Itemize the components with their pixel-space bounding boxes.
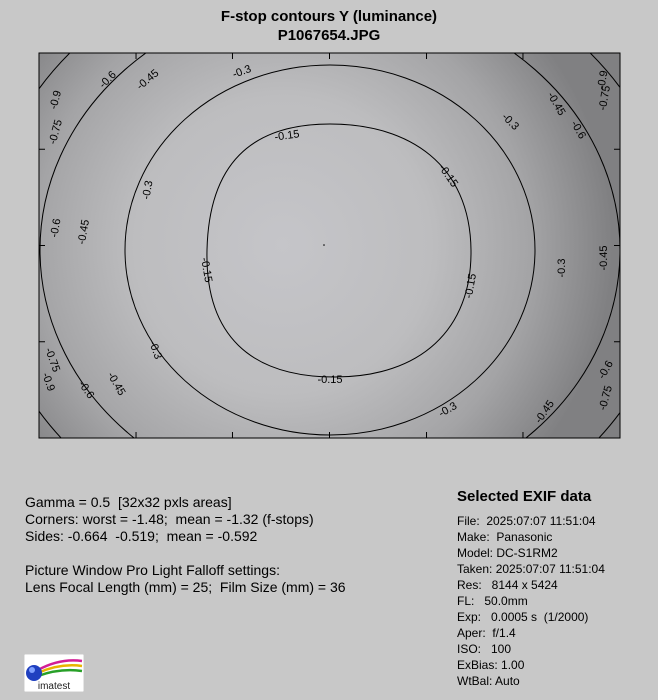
contour-label: -0.6: [568, 118, 589, 142]
exif-make: Make: Panasonic: [457, 530, 553, 544]
exif-exp: Exp: 0.0005 s (1/2000): [457, 610, 589, 624]
contour-label: -0.75: [596, 384, 615, 412]
contour-label: -0.45: [597, 245, 610, 271]
contour-label: -0.75: [42, 346, 63, 374]
contour-label: -0.3: [146, 339, 164, 361]
contour-label: -0.15: [198, 256, 215, 284]
contour-label: -0.45: [532, 398, 558, 426]
exif-model: Model: DC-S1RM2: [457, 546, 558, 560]
exif-taken: Taken: 2025:07:07 11:51:04: [457, 562, 605, 576]
exif-wtbal: WtBal: Auto: [457, 674, 520, 688]
logo-text: imatest: [37, 681, 71, 692]
contour-label: -0.45: [544, 90, 568, 118]
contour-label: -0.45: [75, 218, 92, 246]
contour-label: -0.45: [104, 370, 128, 398]
contour-label: -0.15: [273, 128, 301, 144]
contour-label: -0.9: [595, 69, 611, 91]
corners-text: Corners: worst = -1.48; mean = -1.32 (f-stops): [25, 511, 314, 527]
chart-title: F-stop contours Y (luminance): [220, 8, 438, 25]
exif-exbias: ExBias: 1.00: [457, 658, 525, 672]
exif-title: Selected EXIF data: [457, 488, 592, 505]
contour-label: -0.9: [39, 371, 57, 393]
exif-file: File: 2025:07:07 11:51:04: [457, 514, 596, 528]
contour-label: -0.3: [436, 399, 460, 420]
exif-list: [457, 513, 605, 689]
contour-label: -0.3: [231, 63, 253, 81]
exif-res: Res: 8144 x 5424: [457, 578, 558, 592]
gamma-text: Gamma = 0.5 [32x32 pxls areas]: [25, 494, 232, 510]
contour-label: -0.6: [48, 217, 64, 239]
exif-iso: ISO: 100: [457, 642, 512, 656]
contour-label: -0.6: [96, 68, 119, 91]
contour-label: -0.6: [595, 358, 616, 382]
pwp-title: Picture Window Pro Light Falloff settings:: [25, 562, 280, 578]
contour-label: -0.15: [317, 373, 343, 386]
stats-block: [25, 494, 314, 545]
contour-label: -0.15: [462, 272, 479, 300]
pwp-values: Lens Focal Length (mm) = 25; Film Size (mm) = 36: [25, 579, 346, 595]
contour-label: -0.45: [134, 67, 162, 93]
contour-label: -0.75: [46, 118, 65, 146]
contour-label: -0.6: [75, 378, 97, 402]
exif-aper: Aper: f/1.4: [457, 626, 516, 640]
contour-label: -0.9: [47, 89, 65, 111]
contour-label: -0.3: [555, 258, 568, 278]
contour-label: -0.3: [140, 179, 156, 201]
contour-label: -0.3: [499, 110, 522, 133]
chart-subtitle-filename: P1067654.JPG: [277, 27, 381, 44]
imatest-logo: [24, 654, 84, 692]
contour-label: -0.15: [435, 162, 461, 190]
sides-text: Sides: -0.664 -0.519; mean = -0.592: [25, 528, 258, 544]
center-marker: [323, 244, 325, 246]
contour-label: -0.75: [596, 84, 613, 112]
exif-fl: FL: 50.0mm: [457, 594, 528, 608]
pwp-block: [25, 562, 346, 596]
